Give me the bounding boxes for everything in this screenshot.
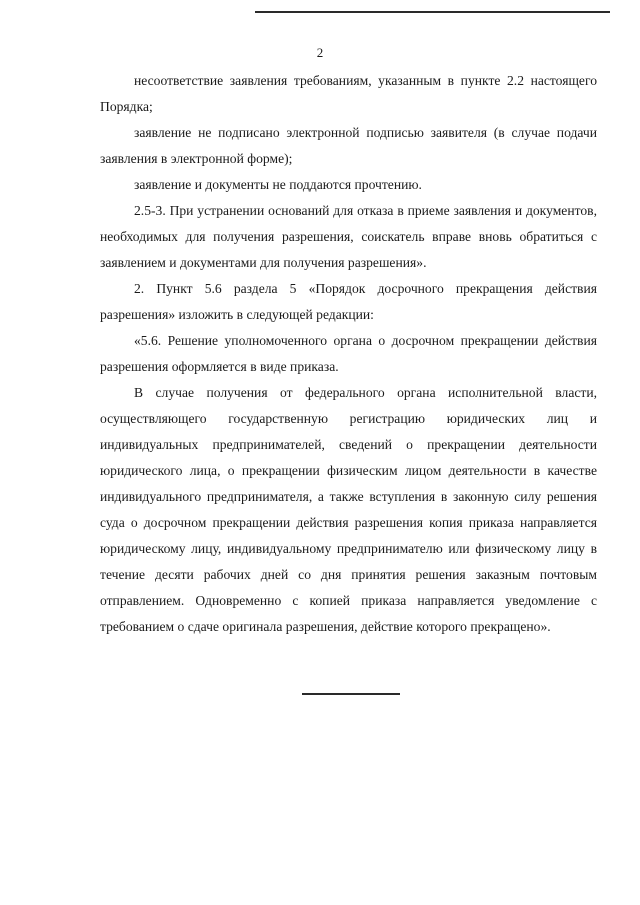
paragraph-5: 2. Пункт 5.6 раздела 5 «Порядок досрочного прекращения действия разрешения» изложить в следующей редакции: — [100, 281, 597, 322]
end-rule — [302, 693, 400, 695]
page-number: 2 — [316, 45, 324, 60]
paragraph-1: несоответствие заявления требованиям, указанным в пункте 2.2 настоящего Порядка; — [100, 73, 597, 114]
paragraph-3: заявление и документы не поддаются прочтению. — [134, 177, 422, 192]
document-body — [100, 68, 597, 640]
paragraph-7: В случае получения от федерального органа исполнительной власти, осуществляющего государственную регистрацию юридических лиц и индивидуальных предпринимателей, сведений о прекращении деятельности юридического лица, о прекращении физическим лицом деятельности в качестве индивидуального предпринимателя, а также вступления в законную силу решения суда о досрочном прекращении действия разрешения копия приказа направляется юридическому лицу, индивидуальному предпринимателю или физическому лицу в течение десяти рабочих дней со дня принятия решения заказным почтовым отправлением. Одновременно с копией приказа направляется уведомление с требованием о сдаче оригинала разрешения, действие которого прекращено». — [100, 385, 597, 634]
paragraph-6: «5.6. Решение уполномоченного органа о досрочном прекращении действия разрешения оформляется в виде приказа. — [100, 333, 597, 374]
top-rule — [255, 11, 610, 13]
paragraph-2: заявление не подписано электронной подписью заявителя (в случае подачи заявления в электронной форме); — [100, 125, 597, 166]
paragraph-4: 2.5-3. При устранении оснований для отказа в приеме заявления и документов, необходимых для получения разрешения, соискатель вправе вновь обратиться с заявлением и документами для получения разрешения». — [100, 203, 597, 270]
